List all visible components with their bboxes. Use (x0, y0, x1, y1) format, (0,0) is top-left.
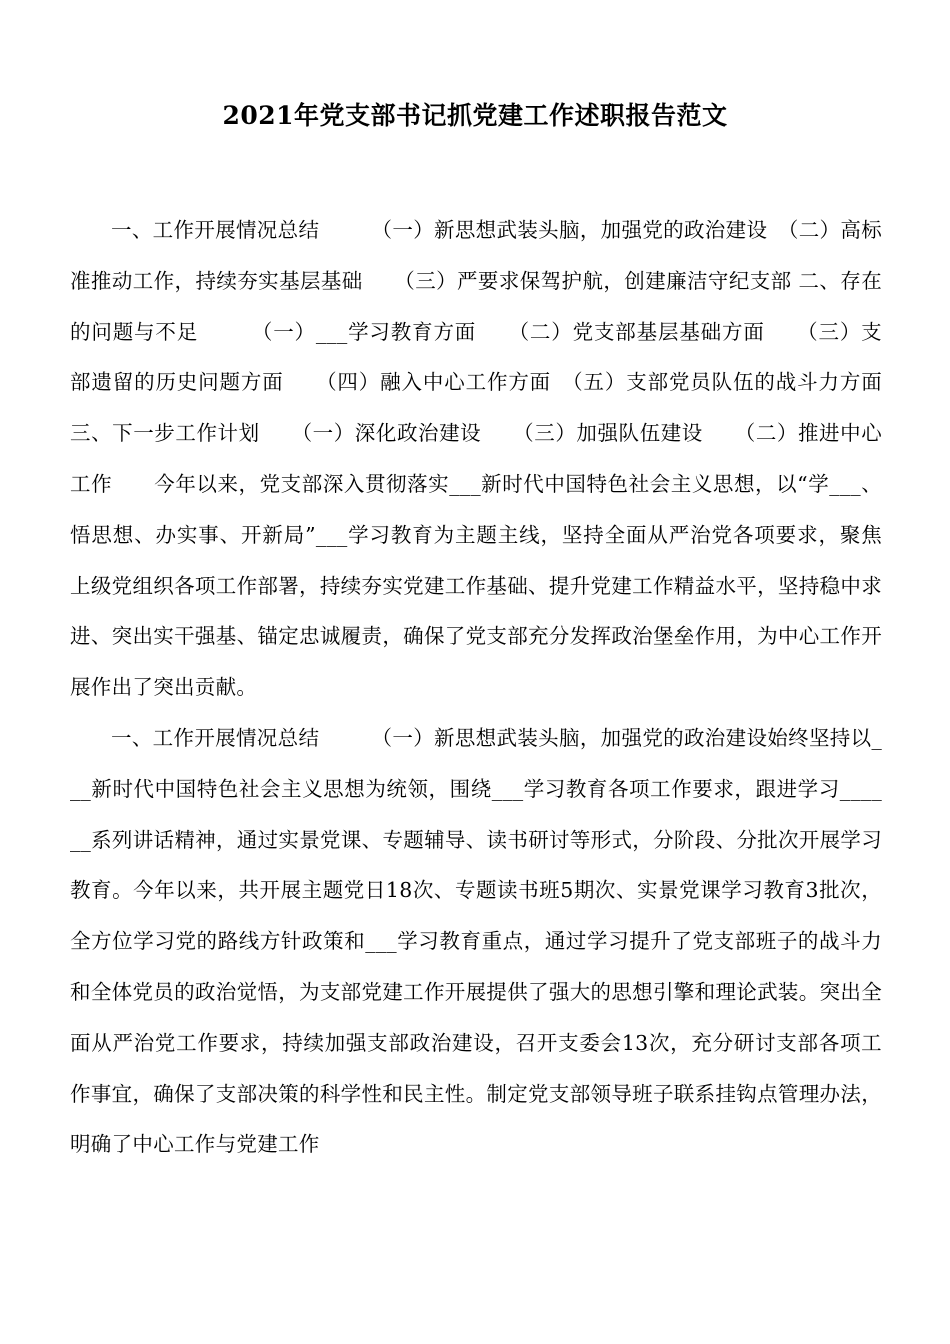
document-title: 2021年党支部书记抓党建工作述职报告范文 (222, 101, 728, 130)
document-body (70, 205, 924, 1170)
paragraph-work-summary: 一、工作开展情况总结 （一）新思想武装头脑，加强党的政治建设始终坚持以___新时代中国特色社会主义思想为统领，围绕___学习教育各项工作要求，跟进学习______系列讲话精神，通过实景党课、专题辅导、读书研讨等形式，分阶段、分批次开展学习教育。今年以来，共开展主题党日18次、专题读书班5期次、实景党课学习教育3批次，全方位学习党的路线方针政策和___学习教育重点，通过学习提升了党支部班子的战斗力和全体党员的政治觉悟，为支部党建工作开展提供了强大的思想引擎和理论武装。突出全面从严治党工作要求，持续加强支部政治建设，召开支委会13次，充分研讨支部各项工作事宜，确保了支部决策的科学性和民主性。制定党支部领导班子联系挂钩点管理办法，明确了中心工作与党建工作 (70, 725, 882, 1157)
paragraph-summary: 一、工作开展情况总结 （一）新思想武装头脑，加强党的政治建设 （二）高标准推动工作，持续夯实基层基础 （三）严要求保驾护航，创建廉洁守纪支部 二、存在的问题与不足 （一）___学习教育方面 （二）党支部基层基础方面 （三）支部遗留的历史问题方面 （四）融入中心工作方面 （五）支部党员队伍的战斗力方面 三、下一步工作计划 （一）深化政治建设 （三）加强队伍建设 （二）推进中心工作 今年以来，党支部深入贯彻落实___新时代中国特色社会主义思想，以“学___、悟思想、办实事、开新局”___学习教育为主题主线，坚持全面从严治党各项要求，聚焦 上级党组织各项工作部署，持续夯实党建工作基础、提升党建工作精益水平，坚持稳中求进、突出实干强基、锚定忠诚履责，确保了党支部充分发挥政治堡垒作用，为中心工作开展作出了突出贡献。 (70, 218, 924, 700)
